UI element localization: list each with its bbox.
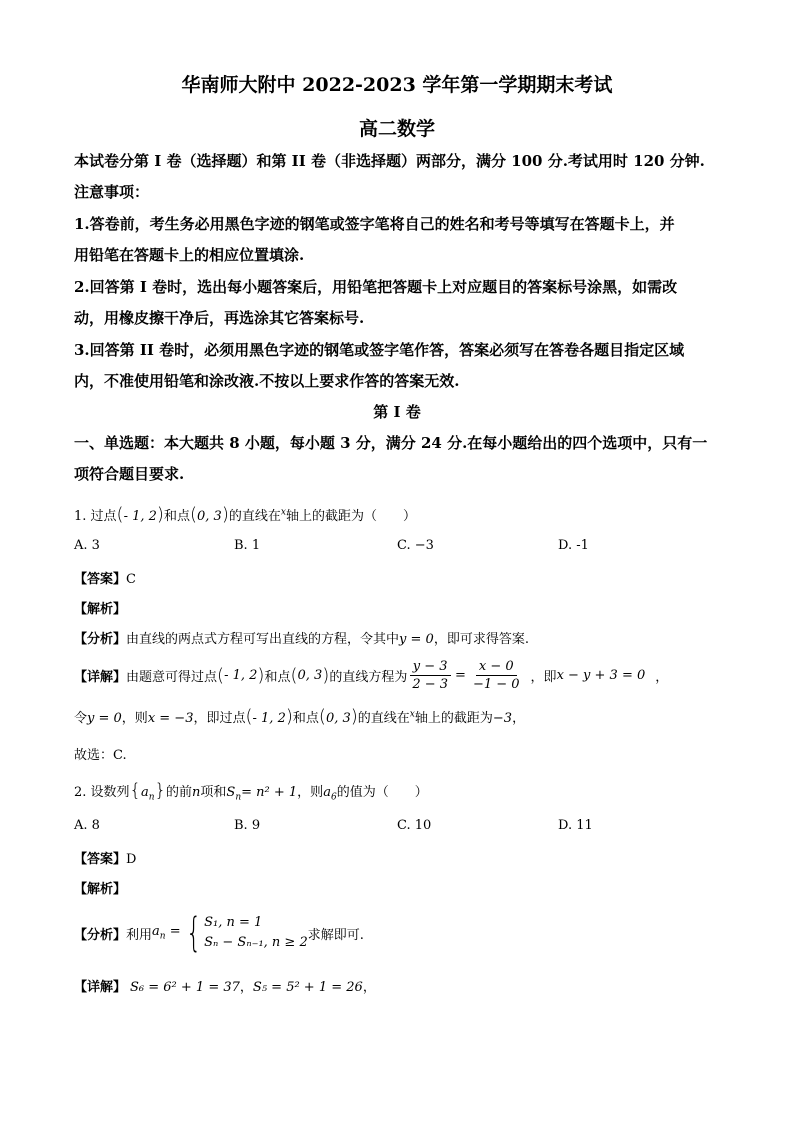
q2-suffix: ，则 bbox=[297, 785, 324, 800]
fenxi-tag: 【分析】 bbox=[74, 927, 127, 943]
q1-point-2: 0, 3 bbox=[197, 509, 222, 524]
q1-point-1: - 1, 2 bbox=[252, 711, 286, 726]
q1-answer: C bbox=[126, 572, 136, 587]
q1-point-1: - 1, 2 bbox=[224, 667, 258, 683]
right-paren: ) bbox=[350, 706, 358, 727]
curly-brace: { bbox=[185, 910, 201, 956]
q2-mid-a: 的前 bbox=[166, 785, 193, 800]
intro-text: 本试卷分第 I 卷（选择题）和第 II 卷（非选择题）两部分，满分 100 分.考试用时 120 分钟. bbox=[74, 152, 705, 170]
note-3-line-1: 3.回答第 II 卷时，必须用黑色字迹的钢笔或签字笔作答，答案必须写在答卷各题目指定区域 bbox=[74, 341, 685, 359]
section-heading-line-1: 一、单选题：本大题共 8 小题，每小题 3 分，满分 24 分.在每小题给出的四个选项中，只有一 bbox=[74, 434, 708, 452]
q1-line2-g: ， bbox=[512, 711, 526, 726]
fraction-1-denominator: 2 − 3 bbox=[412, 676, 449, 692]
q2-tail: 的值为（ ） bbox=[336, 785, 428, 800]
q2-option-a: A. 8 bbox=[74, 818, 100, 833]
q2-detail-sep: ， bbox=[239, 980, 253, 995]
q2-answer-line bbox=[74, 848, 136, 867]
note-2-line-2: 动，用橡皮擦干净后，再选涂其它答案标号. bbox=[74, 309, 365, 327]
case-1: S₁, n = 1 bbox=[204, 915, 263, 930]
q1-line2-a: 令 bbox=[74, 711, 88, 726]
note-1-line-2: 用铅笔在答题卡上的相应位置填涂. bbox=[74, 246, 305, 264]
q2-option-d: D. 11 bbox=[558, 818, 593, 833]
notes-heading: 注意事项： bbox=[74, 183, 150, 201]
q1-answer-line bbox=[74, 568, 136, 587]
q1-axis-x: x bbox=[409, 709, 415, 720]
q2-fenxi-b: 求解即可. bbox=[307, 927, 364, 943]
q1-point-2: 0, 3 bbox=[297, 667, 323, 683]
equals-sign: = bbox=[455, 667, 466, 683]
q1-line2-m3: −3 bbox=[492, 711, 513, 726]
q2-mid-b: 项和 bbox=[200, 785, 227, 800]
q2-detail-eq1: S₆ = 6² + 1 = 37 bbox=[130, 980, 240, 995]
detail-tag: 【详解】 bbox=[74, 669, 127, 685]
q1-detail-c: 的直线方程为 bbox=[329, 669, 408, 685]
analysis-tag: 【解析】 bbox=[74, 882, 127, 897]
q2-eq-rhs: = n² + 1 bbox=[241, 785, 298, 800]
fraction-1 bbox=[409, 658, 451, 693]
q1-line2-e: 的直线在 bbox=[357, 711, 410, 726]
right-paren: ) bbox=[285, 706, 293, 727]
q2-answer: D bbox=[126, 852, 137, 867]
q1-detail-d: ，即 bbox=[530, 669, 557, 685]
q2-S-sub: n bbox=[235, 792, 242, 803]
right-paren: ) bbox=[156, 504, 164, 525]
q2-S: S bbox=[226, 785, 236, 800]
fraction-2-numerator: x − 0 bbox=[476, 658, 517, 676]
fraction-2 bbox=[470, 658, 523, 693]
fenxi-tag: 【分析】 bbox=[74, 632, 127, 647]
q2-detail-eq2: S₅ = 5² + 1 = 26 bbox=[252, 980, 363, 995]
q2-a6-sub: 6 bbox=[330, 792, 337, 803]
q1-mid: 和点 bbox=[163, 509, 190, 524]
q1-line2-c: ，即过点 bbox=[193, 711, 246, 726]
fraction-2-denominator: −1 − 0 bbox=[472, 676, 520, 692]
q1-suffix-b: 轴上的截距为（ ） bbox=[285, 509, 416, 524]
q2-fenxi-a: 利用 bbox=[126, 927, 153, 943]
left-paren: ( bbox=[318, 706, 326, 727]
q1-prefix: 1. 过点 bbox=[74, 509, 117, 524]
exam-subtitle: 高二数学 bbox=[358, 118, 435, 140]
case-lines bbox=[204, 913, 308, 953]
q2-seq-sub: n bbox=[148, 792, 155, 803]
q1-line2-d: 和点 bbox=[292, 711, 319, 726]
right-paren: ) bbox=[221, 504, 229, 525]
q1-detail-line bbox=[74, 657, 668, 693]
section-title: 第 I 卷 bbox=[373, 403, 421, 421]
fraction-1-numerator: y − 3 bbox=[410, 658, 451, 676]
piecewise-cases bbox=[181, 910, 308, 956]
left-paren: ( bbox=[116, 504, 124, 525]
q1-axis-x: x bbox=[280, 507, 286, 518]
q2-seq: a bbox=[141, 785, 149, 800]
q1-detail-b: 和点 bbox=[264, 669, 291, 685]
q1-line2-m2: x = −3 bbox=[147, 711, 194, 726]
q1-detail-line-2 bbox=[74, 706, 525, 727]
note-2-line-1: 2.回答第 I 卷时，选出每小题答案后，用铅笔把答题卡上对应题目的答案标号涂黑，如需改 bbox=[74, 278, 678, 296]
q2-n: n bbox=[192, 785, 201, 800]
right-brace: } bbox=[154, 780, 167, 801]
q1-detail-a: 由题意可得过点 bbox=[126, 669, 218, 685]
right-paren: ) bbox=[322, 664, 330, 686]
q1-option-d: D. -1 bbox=[558, 538, 589, 553]
section-heading-line-2: 项符合题目要求. bbox=[74, 465, 185, 483]
question-1-stem bbox=[74, 504, 416, 525]
q1-conclusion: 故选：C. bbox=[74, 748, 127, 763]
q2-option-b: B. 9 bbox=[234, 818, 261, 833]
q1-fenxi-math: y = 0 bbox=[399, 632, 434, 647]
q1-detail-e: ， bbox=[655, 669, 669, 685]
note-3-line-2: 内，不准使用铅笔和涂改液.不按以上要求作答的答案无效. bbox=[74, 372, 460, 390]
q1-fenxi-text-b: ，即可求得答案. bbox=[433, 632, 529, 647]
q2-option-c: C. 10 bbox=[397, 818, 432, 833]
q2-a6: a bbox=[323, 785, 331, 800]
left-brace: { bbox=[129, 780, 141, 801]
left-paren: ( bbox=[245, 706, 253, 727]
q1-analysis-line bbox=[74, 598, 126, 617]
q1-fenxi-text-a: 由直线的两点式方程可写出直线的方程，令其中 bbox=[126, 632, 400, 647]
answer-tag: 【答案】 bbox=[74, 852, 127, 867]
q1-detail-eq: x − y + 3 = 0 bbox=[556, 667, 646, 683]
q1-option-c: C. −3 bbox=[397, 538, 434, 553]
q2-a-n: $a_n$ = bbox=[152, 924, 181, 942]
q1-line2-f: 轴上的截距为 bbox=[414, 711, 493, 726]
q2-prefix: 2. 设数列 bbox=[74, 785, 130, 800]
answer-tag: 【答案】 bbox=[74, 572, 127, 587]
right-paren: ) bbox=[257, 664, 265, 686]
q1-option-b: B. 1 bbox=[234, 538, 261, 553]
q1-point-1: - 1, 2 bbox=[123, 509, 157, 524]
q2-detail-line bbox=[74, 976, 376, 995]
note-1-line-1: 1.答卷前，考生务必用黑色字迹的钢笔或签字笔将自己的姓名和考号等填写在答题卡上，并 bbox=[74, 215, 675, 233]
q1-suffix-a: 的直线在 bbox=[228, 509, 281, 524]
q1-option-a: A. 3 bbox=[74, 538, 100, 553]
case-2: Sₙ − Sₙ₋₁, n ≥ 2 bbox=[204, 935, 308, 950]
q1-line2-b: ，则 bbox=[121, 711, 148, 726]
left-paren: ( bbox=[290, 664, 298, 686]
q2-fenxi-line bbox=[74, 910, 364, 956]
left-paren: ( bbox=[189, 504, 197, 525]
question-2-stem bbox=[74, 780, 428, 803]
q1-line2-m1: y = 0 bbox=[87, 711, 122, 726]
q2-detail-end: ， bbox=[362, 980, 376, 995]
q1-fenxi-line bbox=[74, 628, 529, 647]
q1-point-2: 0, 3 bbox=[325, 711, 351, 726]
detail-tag: 【详解】 bbox=[74, 980, 127, 995]
analysis-tag: 【解析】 bbox=[74, 602, 127, 617]
exam-title: 华南师大附中 2022-2023 学年第一学期期末考试 bbox=[181, 74, 613, 96]
left-paren: ( bbox=[217, 664, 225, 686]
q2-analysis-line bbox=[74, 878, 126, 897]
